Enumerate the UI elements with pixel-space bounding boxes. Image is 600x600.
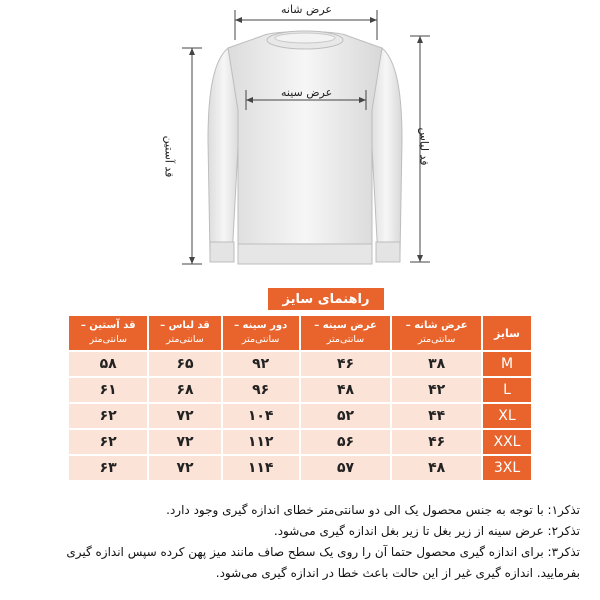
cell-chest-width: ۵۲ [301,404,391,428]
cell-sleeve-length: ۶۲ [69,404,147,428]
cell-chest-circumference: ۹۲ [223,352,299,376]
note-3: تذکر۳: برای اندازه گیری محصول حتما آن را روی یک سطح صاف مانند میز پهن کرده سپس اندازه گیری بفرمایید. اندازه گیری غیر از این حالت باعث خطا در اندازه گیری می‌شود. [66,545,580,580]
column-header-size: سایز [483,316,531,350]
column-header-shoulder-width [392,316,481,350]
column-header-sleeve-length [69,316,147,350]
table-row [69,404,531,428]
cell-sleeve-length: ۶۳ [69,456,147,480]
note-1: تذکر۱: با توجه به جنس محصول یک الی دو سانتی‌متر خطای اندازه گیری وجود دارد. [166,503,580,517]
cell-shoulder-width: ۴۶ [392,430,481,454]
sweater-illustration [0,0,600,285]
cell-chest-width: ۴۸ [301,378,391,402]
table-header-row [69,316,531,350]
cell-chest-circumference: ۹۶ [223,378,299,402]
cell-garment-length: ۶۸ [149,378,220,402]
cell-garment-length: ۷۲ [149,456,220,480]
cell-chest-circumference: ۱۱۲ [223,430,299,454]
column-label: دور سینه – [234,320,288,331]
column-label: قد آستین – [80,320,136,331]
table-row [69,352,531,376]
cell-size: M [483,352,531,376]
cell-chest-circumference: ۱۰۴ [223,404,299,428]
column-label: عرض شانه – [405,320,468,331]
size-table [67,314,533,482]
cell-garment-length: ۷۲ [149,430,220,454]
column-header-chest-circumference [223,316,299,350]
garment-length-label: قد لباس [417,127,431,166]
cell-chest-width: ۵۶ [301,430,391,454]
cell-sleeve-length: ۶۲ [69,430,147,454]
cell-garment-length: ۶۵ [149,352,220,376]
cell-sleeve-length: ۵۸ [69,352,147,376]
note-2: تذکر۲: عرض سینه از زیر بغل تا زیر بغل اندازه گیری می‌شود. [273,524,580,538]
column-label: عرض سینه – [314,320,377,331]
garment-diagram [0,0,600,285]
cell-size: XXL [483,430,531,454]
sleeve-length-label: قد آستین [162,135,176,178]
shoulder-width-label: عرض شانه [281,3,332,16]
column-unit: سانتی‌متر [89,334,127,345]
chest-width-label: عرض سینه [281,86,333,99]
column-label: قد لباس – [160,320,210,331]
cell-shoulder-width: ۴۸ [392,456,481,480]
cell-sleeve-length: ۶۱ [69,378,147,402]
table-row [69,378,531,402]
column-unit: سانتی‌متر [417,334,456,345]
cell-shoulder-width: ۴۴ [392,404,481,428]
column-header-chest-width [301,316,391,350]
cell-size: 3XL [483,456,531,480]
column-header-garment-length [149,316,220,350]
column-unit: سانتی‌متر [326,334,365,345]
cell-chest-width: ۵۷ [301,456,391,480]
cell-shoulder-width: ۴۲ [392,378,481,402]
table-row [69,456,531,480]
cell-chest-width: ۴۶ [301,352,391,376]
cell-shoulder-width: ۳۸ [392,352,481,376]
column-unit: سانتی‌متر [166,334,204,345]
cell-chest-circumference: ۱۱۴ [223,456,299,480]
cell-size: XL [483,404,531,428]
cell-garment-length: ۷۲ [149,404,220,428]
notes-section [20,500,580,584]
table-row [69,430,531,454]
cell-size: L [483,378,531,402]
size-guide-title: راهنمای سایز [268,288,384,310]
column-unit: سانتی‌متر [241,334,280,345]
